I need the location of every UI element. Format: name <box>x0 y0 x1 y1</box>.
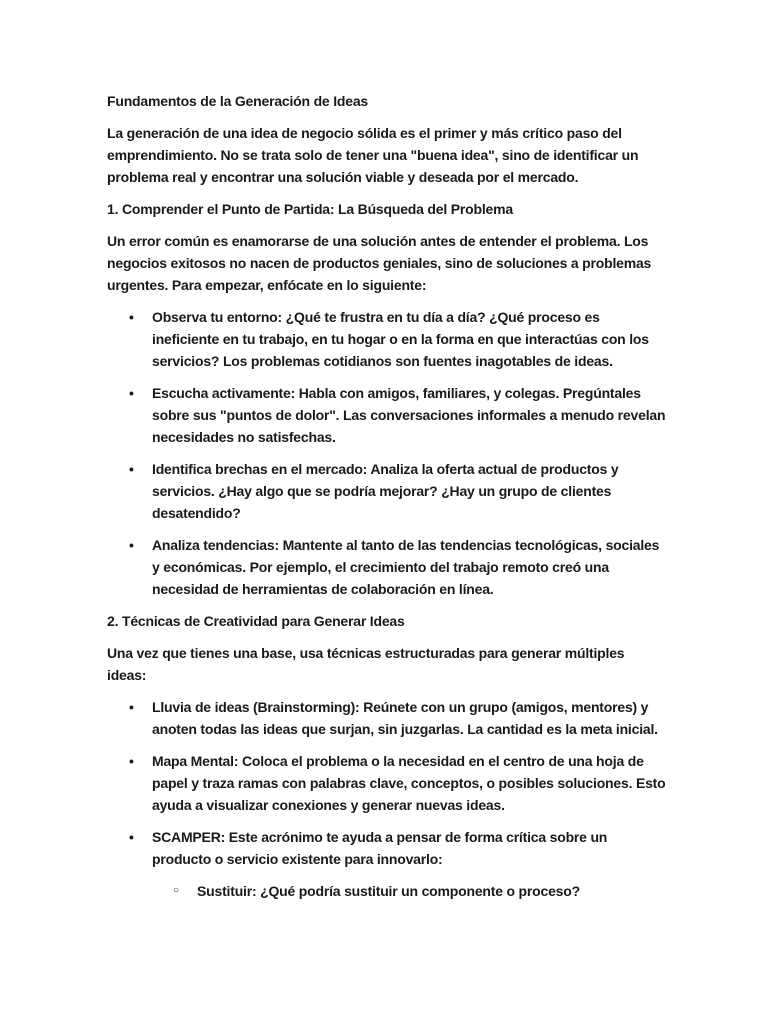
list-item: • Analiza tendencias: Mantente al tanto de las tendencias tecnológicas, sociales y económicas. Por ejemplo, el crecimiento del trabajo remoto creó una necesidad de herramientas de colaboración en línea. <box>107 534 667 600</box>
list-item: • Escucha activamente: Habla con amigos, familiares, y colegas. Pregúntales sobre sus "puntos de dolor". Las conversaciones informales a menudo revelan necesidades no satisfechas. <box>107 382 667 448</box>
sub-list-item: ○ Sustituir: ¿Qué podría sustituir un componente o proceso? <box>107 880 667 902</box>
scamper-sub-list <box>107 880 667 902</box>
list-item: • Lluvia de ideas (Brainstorming): Reúnete con un grupo (amigos, mentores) y anoten todas las ideas que surjan, sin juzgarlas. La cantidad es la meta inicial. <box>107 696 667 740</box>
section-1-heading: 1. Comprender el Punto de Partida: La Búsqueda del Problema <box>107 201 513 217</box>
section-2-heading: 2. Técnicas de Creatividad para Generar Ideas <box>107 613 405 629</box>
document-title: Fundamentos de la Generación de Ideas <box>107 93 369 109</box>
section-2-list <box>107 696 667 870</box>
list-item: • Observa tu entorno: ¿Qué te frustra en tu día a día? ¿Qué proceso es ineficiente en tu trabajo, en tu hogar o en la forma en que interactúas con los servicios? Los problemas cotidianos son fuentes inagotables de ideas. <box>107 306 667 372</box>
list-item: • Identifica brechas en el mercado: Analiza la oferta actual de productos y servicios. ¿Hay algo que se podría mejorar? ¿Hay un grupo de clientes desatendido? <box>107 458 667 524</box>
document-page <box>107 90 667 902</box>
intro-paragraph: La generación de una idea de negocio sólida es el primer y más crítico paso del emprendimiento. No se trata solo de tener una "buena idea", sino de identificar un problema real y encontrar una solución viable y deseada por el mercado. <box>107 125 639 185</box>
section-1-paragraph: Un error común es enamorarse de una solución antes de entender el problema. Los negocios exitosos no nacen de productos geniales, sino de soluciones a problemas urgentes. Para empezar, enfócate en lo siguiente: <box>107 233 652 293</box>
list-item: • Mapa Mental: Coloca el problema o la necesidad en el centro de una hoja de papel y traza ramas con palabras clave, conceptos, o posibles soluciones. Esto ayuda a visualizar conexiones y generar nuevas ideas. <box>107 750 667 816</box>
section-2-paragraph: Una vez que tienes una base, usa técnicas estructuradas para generar múltiples ideas: <box>107 645 625 683</box>
list-item: • SCAMPER: Este acrónimo te ayuda a pensar de forma crítica sobre un producto o servicio existente para innovarlo: <box>107 826 667 870</box>
section-1-list <box>107 306 667 600</box>
